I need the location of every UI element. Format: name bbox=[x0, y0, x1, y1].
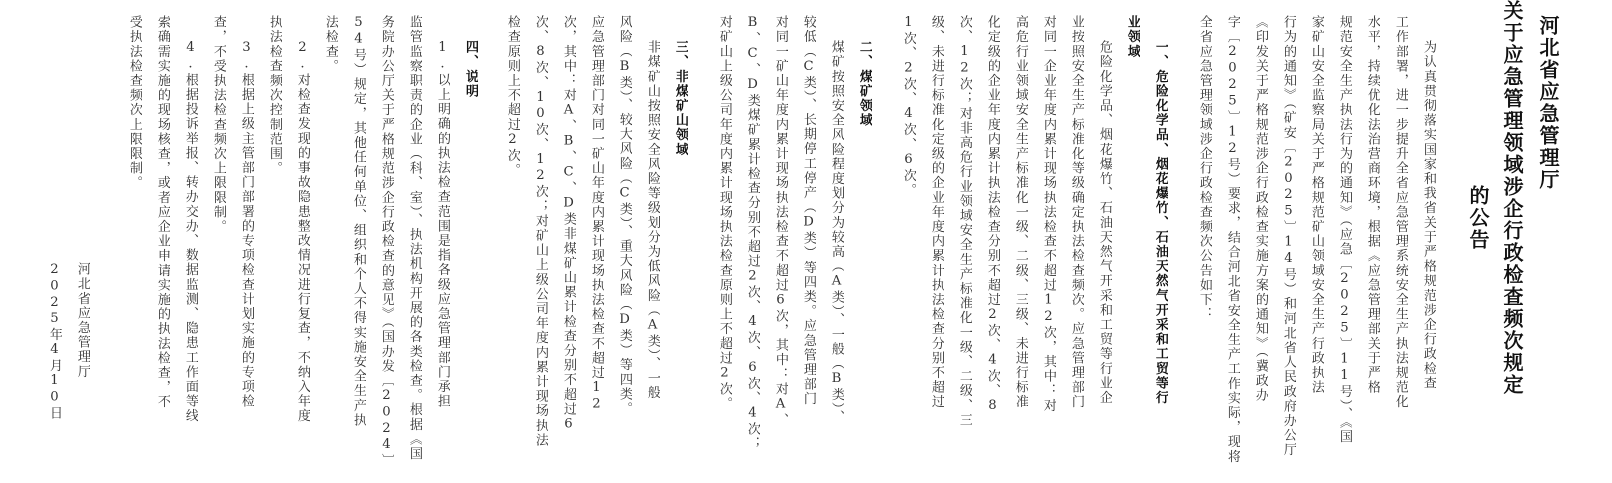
section-4-line: 执法检查频次控制范围。 bbox=[267, 15, 282, 176]
section-4-line: 2.对检查发现的事故隐患整改情况进行复查，不纳入年度 bbox=[295, 40, 310, 424]
title-line-1: 河北省应急管理厅 bbox=[1536, 15, 1560, 191]
section-2-line: 较低（C类）、长期停工停产（D类）等四类。应急管理部门 bbox=[801, 15, 816, 407]
section-3-line: 次、8次、10次、12次；对矿山上级公司年度内累计现场执法 bbox=[533, 15, 548, 448]
intro-line: 字〔2025〕12号）要求，结合河北省安全生产工作实际，现将 bbox=[1225, 15, 1240, 464]
section-4-line: 法检查。 bbox=[323, 15, 338, 74]
section-4-line: 受执法检查频次上限限制。 bbox=[127, 15, 142, 191]
section-4-line: 务院办公厅关于严格规范涉企行政检查的意见》（国办发〔2024〕 bbox=[379, 15, 394, 469]
section-4-line: 监管监察职责的企业（科、室）、执法机构开展的各类检查。根据《国 bbox=[407, 15, 422, 461]
intro-line: 家矿山安全监察局关于严格规范矿山领域安全生产行政执法 bbox=[1309, 15, 1324, 395]
section-3-line: 非煤矿山按照安全风险等级划分为低风险（A类）、一般 bbox=[645, 40, 660, 401]
section-4-line: 索确需实施的现场核查，或者应企业申请实施的执法检查，不 bbox=[155, 15, 170, 410]
section-3-line: 应急管理部门对同一矿山年度内累计现场执法检查不超过12 bbox=[589, 15, 604, 413]
section-4-line: 1.以上明确的执法检查范围是指各级应急管理部门承担 bbox=[435, 40, 450, 409]
signature-date: 2025年4月10日 bbox=[47, 262, 62, 421]
intro-line: 全省应急管理领域涉企行政检查频次公告如下： bbox=[1197, 15, 1212, 322]
section-4-line: 54号）规定，其他任何单位、组织和个人不得实施安全生产执 bbox=[351, 15, 366, 428]
section-1-line: 对同一企业年度内累计现场执法检查不超过12次，其中：对 bbox=[1041, 15, 1056, 413]
section-4-line: 4.根据投诉举报、转办交办、数据监测、隐患工作面等线 bbox=[183, 40, 198, 424]
section-4-line: 3.根据上级主管部门部署的专项检查计划实施的专项检 bbox=[239, 40, 254, 409]
section-1-line: 次、12次；对非高危行业领域安全生产标准化一级、二级、三 bbox=[957, 15, 972, 428]
section-1-line: 1次、2次、4次、6次。 bbox=[901, 15, 916, 198]
section-3-line: 风险（B类）、较大风险（C类）、重大风险（D类）等四类。 bbox=[617, 15, 632, 416]
section-2-line: B、C、D类煤矿累计检查分别不超过2次、4次、6次、4次； bbox=[745, 15, 760, 451]
intro-line: 行为的通知》（矿安〔2025〕14号）和河北省人民政府办公厅 bbox=[1281, 15, 1296, 458]
section-4-line: 查，不受执法检查频次上限限制。 bbox=[211, 15, 226, 234]
section-1-heading: 一、危险化学品、烟花爆竹、石油天然气开采和工贸等行 bbox=[1153, 40, 1168, 405]
section-2-line: 煤矿按照安全风险程度划分为较高（A类）、一般（B类）、 bbox=[829, 40, 844, 425]
section-3-heading: 三、非煤矿山领域 bbox=[673, 40, 688, 157]
intro-line: 为认真贯彻落实国家和我省关于严格规范涉企行政检查 bbox=[1421, 40, 1436, 391]
section-1-heading: 业领域 bbox=[1125, 15, 1140, 59]
section-2-line: 对矿山上级公司年度内累计现场执法检查原则上不超过2次。 bbox=[717, 15, 732, 411]
section-2-heading: 二、煤矿领域 bbox=[857, 40, 872, 128]
intro-line: 水平，持续优化法治营商环境，根据《应急管理部关于严格 bbox=[1365, 15, 1380, 395]
section-4-heading: 四、说明 bbox=[463, 40, 478, 99]
section-3-line: 次，其中：对A、B、C、D类非煤矿山累计检查分别不超过6 bbox=[561, 15, 576, 433]
section-3-line: 检查原则上不超过2次。 bbox=[505, 15, 520, 178]
intro-line: 《印发关于严格规范涉企行政检查实施方案的通知》（冀政办 bbox=[1253, 15, 1268, 403]
section-1-line: 化定级的企业年度内累计执法检查分别不超过2次、4次、8 bbox=[985, 15, 1000, 415]
section-1-line: 高危行业领域安全生产标准化一级、二级、三级、未进行标准 bbox=[1013, 15, 1028, 410]
section-2-line: 对同一矿山年度内累计现场执法检查不超过6次，其中：对A、 bbox=[773, 15, 788, 428]
section-1-line: 业按照安全生产标准化等级确定执法检查频次。应急管理部门 bbox=[1069, 15, 1084, 410]
signature-org: 河北省应急管理厅 bbox=[75, 262, 90, 379]
section-1-line: 危险化学品、烟花爆竹、石油天然气开采和工贸等行业企 bbox=[1097, 40, 1112, 405]
title-line-2: 关于应急管理领域涉企行政检查频次规定 bbox=[1500, 0, 1524, 396]
title-line-3: 的公告 bbox=[1466, 185, 1490, 251]
intro-line: 工作部署，进一步提升全省应急管理系统安全生产执法规范化 bbox=[1393, 15, 1408, 410]
intro-line: 规范安全生产执法行为的通知》（应急〔2025〕11号）、《国 bbox=[1337, 15, 1352, 444]
section-1-line: 级、未进行标准化定级的企业年度内累计执法检查分别不超过 bbox=[929, 15, 944, 410]
